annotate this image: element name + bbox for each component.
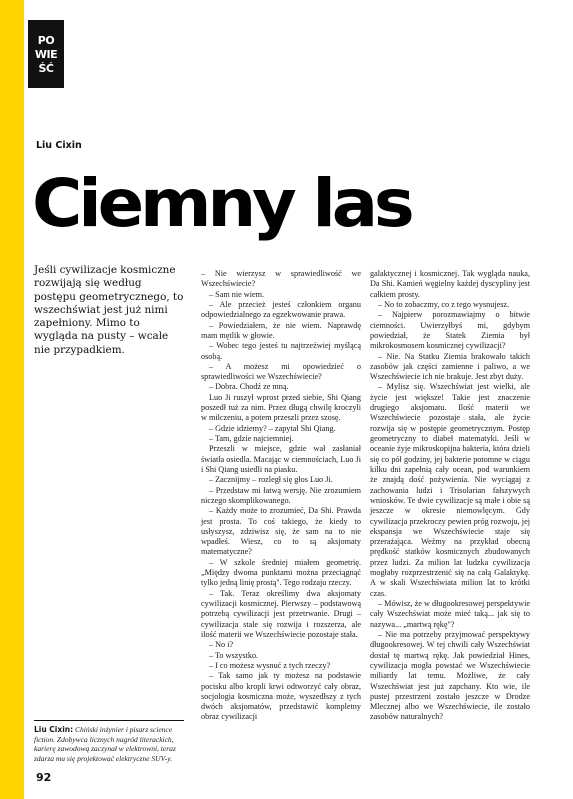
paragraph: – No to zobaczmy, co z tego wysnujesz. [378,299,510,309]
logo-line-2: WIE [34,47,58,61]
article-title: Ciemny las [32,165,411,242]
logo-line-1: PO [37,33,55,47]
paragraph: – Mówisz, że w długookresowej perspektywie cały Wszechświat może mieć taką... jak się to nazywa... „martwą rękę"? [370,599,530,629]
paragraph: – Dobra. Chodź ze mną. [209,382,289,392]
paragraph: – Najpierw porozmawiajmy o bitwie ciemności. Uwierzyłbyś mi, gdybym powiedział, że Statek Ziemia był mikrokosmosem kosmicznej cywilizacji? [370,310,530,351]
paragraph: galaktycznej i kosmicznej. Tak wygląda nauka, Da Shi. Kamień węgielny każdej dyscypliny jest całkiem prosty. [370,269,530,299]
paragraph: – Wobec tego jesteś tu najtrzeźwiej myślącą osobą. [201,341,361,361]
paragraph: – Tak samo jak ty możesz na podstawie pocisku albo kropli krwi odtworzyć cały obraz, socjologia kosmiczna może, wyszedłszy z tych dwóch aksjomatów, przedstawić kompletny obraz cywilizacji [201,671,361,722]
text-column-1 [201,269,361,723]
paragraph: – A możesz mi opowiedzieć o sprawiedliwości we Wszechświecie? [201,361,361,382]
article-lead [34,264,184,357]
text-column-2 [370,269,530,723]
paragraph: – Zacznijmy – rozległ się głos Luo Ji. [209,475,333,485]
paragraph: – I co możesz wysnuć z tych rzeczy? [209,660,331,670]
paragraph: – No i? [209,640,234,650]
bio-divider [34,720,184,721]
bio-name: Liu Cixin: [34,725,74,734]
paragraph: – Tak. Teraz określimy dwa aksjomaty cywilizacji kosmicznej. Pierwszy – podstawową potrzebą cywilizacji jest przetrwanie. Drugi – cywilizacja stale się rozwija i rozszerza, ale ilość materii we Wszechświecie pozostaje stała. [201,588,361,639]
paragraph: – Nie. Na Statku Ziemia brakowało takich zasobów jak części zamienne i paliwo, a we Wszechświecie ich nie brakuje. Jest zbyt duży. [370,351,530,382]
paragraph: – Tam, gdzie najciemniej. [209,434,294,443]
paragraph: – Każdy może to zrozumieć, Da Shi. Prawda jest prosta. To coś takiego, że kiedy to usłyszysz, zdziwisz się, że sam na to nie wpadłeś. Wiesz, co to są aksjomaty matematyczne? [201,506,361,557]
paragraph: – W szkole średniej miałem geometrię. „Między dwoma punktami można przeciągnąć tylko jedną linię prostą". Tego rodzaju rzeczy. [201,557,361,588]
paragraph: – Powiedziałem, że nie wiem. Naprawdę mam mętlik w głowie. [201,320,361,340]
page-number: 92 [36,771,52,784]
paragraph: Przeszli w miejsce, gdzie wał zasłaniał światła osiedla. Macając w ciemnościach, Luo Ji i Shi Qiang usiedli na piasku. [201,444,361,474]
author-bio [34,725,184,763]
paragraph: – Ale przecież jesteś członkiem organu odpowiedzialnego za egzekwowanie prawa. [201,299,361,320]
paragraph: – Mylisz się. Wszechświat jest wielki, ale życie jest większe! Takie jest znaczenie drugiego aksjomatu. Ilość materii we Wszechświecie pozostaje stała, ale życie rozwija się w postępie geometrycznym. Postęp geometryczny to diabeł matematyki. Jeśli w oceanie żyje mikroskopijna bakteria, która dzieli się co pół godziny, jej bakterie potomne w ciągu kilku dni zapełnią cały ocean, pod warunkiem że znajdą dość pożywienia. Nie wyciągaj z zachowania ludzi i Trisolarian fałszywych wniosków. Te dwie cywilizacje są małe i obie są jeszcze w okresie niemowlęcym. Gdy cywilizacja przekroczy pewien próg rozwoju, jej ekspansja we Wszechświecie staje się przerażająca. Weźmy na przykład obecną prędkość statków kosmicznych zbudowanych przez ludzi. Za milion lat ludzka cywilizacja mogłaby rozprzestrzenić się na całą Galaktykę. A w skali Wszechświata milion lat to krótki czas. [370,382,530,598]
paragraph: – Sam nie wiem. [209,289,265,299]
lead-text: Jeśli cywilizacje kosmiczne rozwijają się według postępu geometrycznego, to wszechświat jest już nimi zapełniony. Mimo to wygląda na pusty – wcale nie przypadkiem. [34,264,184,356]
paragraph: – To wszystko. [209,650,259,660]
paragraph: Luo Ji ruszył wprost przed siebie, Shi Qiang poszedł tuż za nim. Przez długą chwilę kroczyli w milczeniu, a potem przeszli przez szosę. [201,392,361,423]
paragraph: – Nie ma potrzeby przyjmować perspektywy długookresowej. W tej chwili cały Wszechświat dostał tę martwą rękę. Jak powiedział Hines, cywilizacja mogła powstać we Wszechświecie miliardy lat temu. Możliwe, że cały Wszechświat jest już zapchany. Kto wie, ile pustej przestrzeni zostało jeszcze w Drodze Mlecznej albo we Wszechświecie, ile zostało zasobów naturalnych? [370,629,530,722]
paragraph: – Przedstaw mi łatwą wersję. Nie zrozumiem niczego skomplikowanego. [201,485,361,505]
bio-text: Chiński inżynier i pisarz science fiction. Zdobywca licznych nagród literackich, karierę zawodową zaczynał w elektrowni, teraz zdarza mu się projektować elektryczne SUV-y. [34,725,176,763]
paragraph: – Nie wierzysz w sprawiedliwość we Wszechświecie? [201,269,361,289]
section-logo [28,20,64,88]
logo-line-3: ŚĆ [38,61,54,75]
paragraph: – Gdzie idziemy? – zapytał Shi Qiang. [209,423,336,433]
author-name: Liu Cixin [36,140,82,151]
